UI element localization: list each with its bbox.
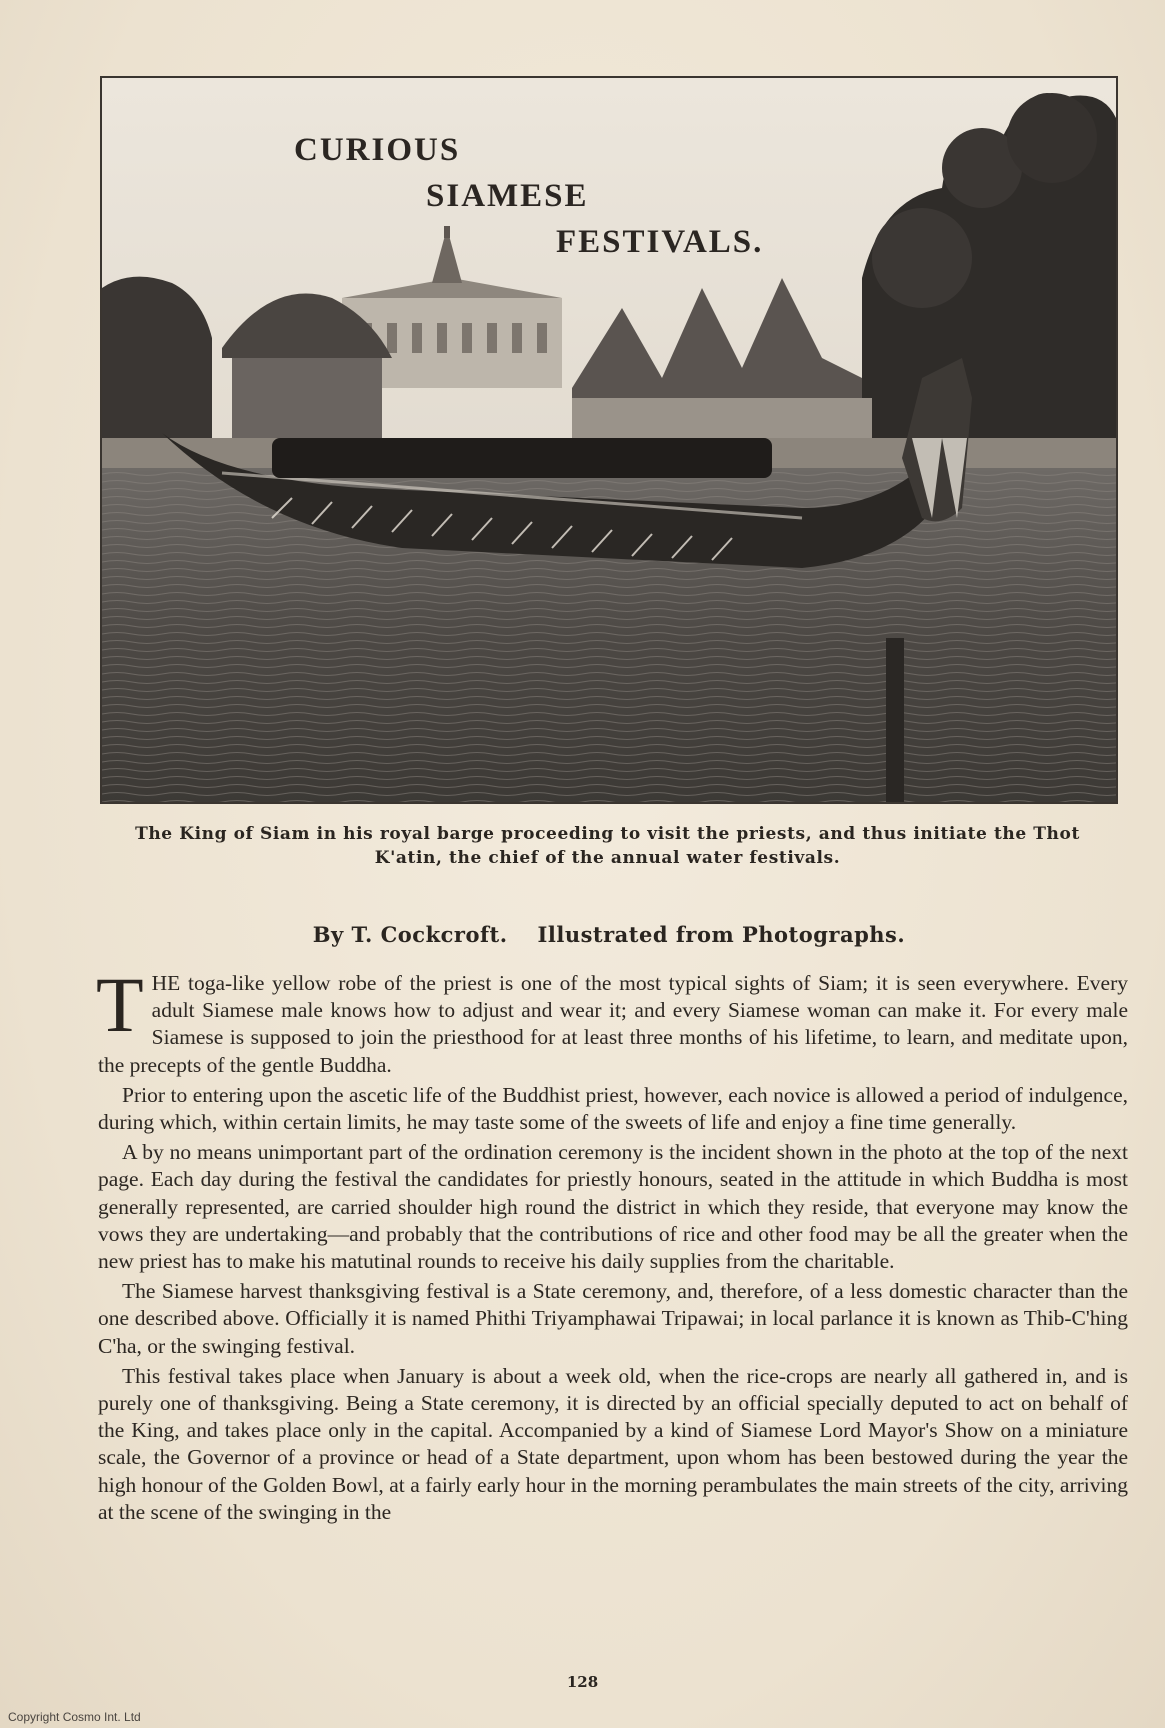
title-line-2: SIAMESE — [426, 178, 589, 214]
title-line-1: CURIOUS — [294, 132, 461, 168]
byline — [100, 922, 1118, 947]
drop-cap: T — [96, 961, 144, 1048]
paragraph-5: This festival takes place when January is about a week old, when the rice-crops are nearly all gathered in, and is purely one of thanksgiving. Being a State ceremony, it is directed by an official specially deputed to act on behalf of the King, and takes place only in the capital. Accompanied by a kind of Siamese Lord Mayor's Show on a miniature scale, the Governor of a province or head of a State department, upon whom has been bestowed during the year the high honour of the Golden Bowl, at a fairly early hour in the morning perambulates the main streets of the city, arriving at the scene of the swinging in the — [98, 1363, 1128, 1524]
byline-illustrated: Illustrated from Photographs. — [537, 922, 906, 947]
paragraph-3: A by no means unimportant part of the ordination ceremony is the incident shown in the photo at the top of the next page. Each day during the festival the candidates for priestly honours, seated in the attitude in which Buddha is most generally represented, are carried shoulder high round the district in which they reside, that everyone may know the vows they are undertaking—and probably that the contributions of rice and other food may be all the greater when the new priest has to make his matutinal rounds to receive his daily supplies from the charitable. — [98, 1140, 1128, 1274]
barge-illustration — [102, 78, 1116, 802]
copyright-notice: Copyright Cosmo Int. Ltd — [8, 1710, 141, 1724]
royal-barge-photo — [100, 76, 1118, 804]
paragraph-1: THE toga-like yellow robe of the priest is one of the most typical sights of Siam; it is seen everywhere. Every adult Siamese male knows how to adjust and wear it; and every Siamese woman can make it. For every male Siamese is supposed to join the priesthood for at least three months of his lifetime, to learn, and meditate upon, the precepts of the gentle Buddha. — [96, 961, 1128, 1077]
paragraph-2: Prior to entering upon the ascetic life of the Buddhist priest, however, each novice is allowed a period of indulgence, during which, within certain limits, he may taste some of the sweets of life and enjoy a fine time generally. — [98, 1082, 1128, 1135]
photo-caption: The King of Siam in his royal barge proceeding to visit the priests, and thus initiate the Thot K'atin, the chief of the annual water festivals. — [135, 824, 1080, 868]
title-line-3: FESTIVALS. — [556, 224, 764, 260]
byline-author: By T. Cockcroft. — [312, 922, 508, 947]
page-number: 128 — [566, 1673, 599, 1691]
paragraph-4: The Siamese harvest thanksgiving festival is a State ceremony, and, therefore, of a less domestic character than the one described above. Officially it is named Phithi Triyamphawai Tripawai; in local parlance it is known as Thib-C'hing C'ha, or the swinging festival. — [98, 1279, 1128, 1358]
article-body — [96, 961, 1128, 1529]
